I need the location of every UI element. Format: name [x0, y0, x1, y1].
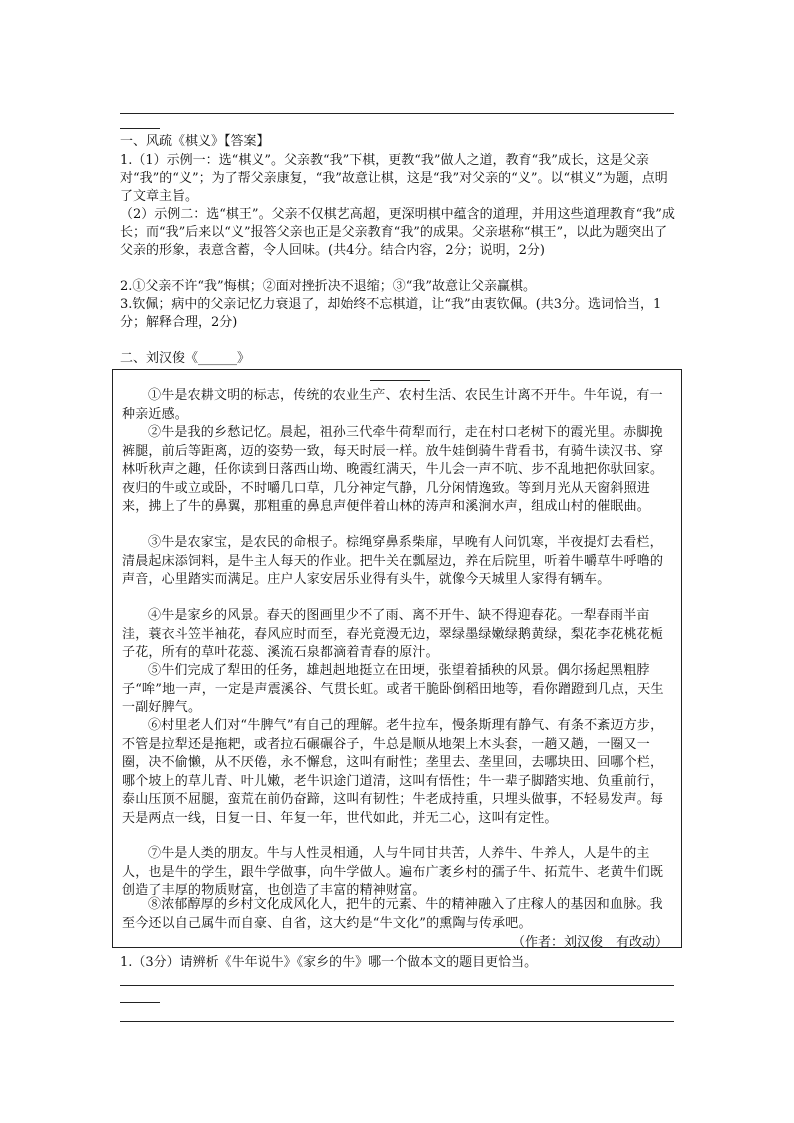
answer-1-2: （2）示例二：选“棋王”。父亲不仅棋艺高超，更深明棋中蕴含的道理，并用这些道理教育“我”成长；而“我”后来以“义”报答父亲也正是父亲教育“我”的成果。父亲堪称“棋王”，以此为题突出了父亲的形象，表意含蓄，令人回味。(共4分。结合内容，2分；说明，2分) [120, 207, 675, 258]
question-1: 1.（3分）请辨析《牛年说牛》《家乡的牛》哪一个做本文的题目更恰当。 [120, 955, 538, 970]
title-blank-line [370, 380, 430, 381]
passage-paragraph-5: ⑤牛们完成了犁田的任务，雄赳赳地挺立在田埂，张望着插秧的风景。偶尔扬起黑粗脖子“哞”地一声，一定是声震溪谷、气贯长虹。或者干脆卧倒稻田地等，看你蹭蹬到几点，天生一副好脾气。 [122, 663, 664, 715]
answer-blank-line [120, 128, 160, 129]
top-rule [120, 113, 674, 114]
passage-paragraph-7: ⑦牛是人类的朋友。牛与人性灵相通，人与牛同甘共苦，人养牛、牛养人，人是牛的主人，也是牛的学生，跟牛学做事，向牛学做人。遍布广袤乡村的孺子牛、拓荒牛、老黄牛们既创造了丰厚的物质财富，也创造了丰富的精神财富。 [122, 846, 664, 898]
answer-2: 2.①父亲不许“我”悔棋；②面对挫折决不退缩；③“我”故意让父亲赢棋。 [120, 279, 536, 294]
passage-paragraph-4: ④牛是家乡的风景。春天的图画里少不了雨、离不开牛、缺不得迎春花。一犁春雨半亩洼，蓑衣斗笠半袖花，春风应时而至，春光竟漫无边，翠绿墨绿嫩绿鹅黄绿，梨花李花桃花栀子花，所有的草叶花蕊、溪流石泉都滴着青春的原汁。 [122, 608, 664, 660]
passage-paragraph-2: ②牛是我的乡愁记忆。晨起，祖孙三代牵牛荷犁而行，走在村口老树下的霞光里。赤脚挽裤腿，前后等距离，迈的姿势一致，每天时辰一样。放牛娃倒骑牛背看书，有骑牛读汉书、穿林听秋声之趣，任你读到日落西山坳、晚霞红满天，牛儿会一声不吭、步不乱地把你驮回家。夜归的牛或立或卧，不时嚼几口草，几分神定气静，几分闲情逸致。等到月光从天窗斜照进来，拂上了牛的鼻翼，那粗重的鼻息声便伴着山林的涛声和溪涧水声，组成山村的催眠曲。 [122, 425, 664, 514]
passage-paragraph-3: ③牛是农家宝，是农民的命根子。棕绳穿鼻系柴扉，早晚有人问饥寒，半夜提灯去看栏，清晨起床添饲料，是牛主人每天的作业。把牛关在瓢屋边，养在后院里，听着牛嚼草牛呼噜的声音，心里踏实而满足。庄户人家安居乐业得有头牛，就像今天城里人家得有辆车。 [122, 535, 664, 587]
passage-paragraph-1: ①牛是农耕文明的标志，传统的农业生产、农村生活、农民生计离不开牛。牛年说，有一种亲近感。 [122, 388, 663, 422]
section1-heading: 一、风疏《棋义》【答案】 [120, 134, 270, 149]
answer-line-short [120, 1002, 160, 1003]
section2-heading: 二、刘汉俊《______》 [120, 351, 251, 366]
passage-paragraph-8: ⑧浓郁醇厚的乡村文化成风化人，把牛的元素、牛的精神融入了庄稼人的基因和血脉。我至今还以自己属牛而自豪、自省，这大约是“牛文化”的熏陶与传承吧。 [122, 897, 663, 931]
author-credit: （作者：刘汉俊 有改动） [511, 935, 668, 950]
passage-paragraph-6: ⑥村里老人们对“牛脾气”有自己的理解。老牛拉车，慢条斯理有静气、有条不紊迈方步，不管是拉犁还是拖耙，或者拉石碾碾谷子，牛总是顺从地架上木头套，一趟又趟，一圈又一圈，决不偷懒，从不厌倦，永不懈怠，这叫有耐性；垄里去、垄里回，去哪块田、回哪个栏，哪个坡上的草儿青、叶儿嫩，老牛识途门道清，这叫有悟性；牛一辈子脚踏实地、负重前行，泰山压顶不屈腿，蛮荒在前仍奋蹄，这叫有韧性；牛老成持重，只埋头做事，不轻易发声。每天是两点一线，日复一日、年复一年，世代如此，并无二心，这叫有定性。 [122, 718, 664, 826]
answer-line-2 [120, 1021, 674, 1022]
answer-3: 3.钦佩；病中的父亲记忆力衰退了，却始终不忘棋道，让“我”由衷钦佩。(共3分。选词恰当，1分；解释合理，2分) [120, 297, 662, 330]
answer-line-1 [120, 985, 674, 986]
answer-1-1: 1.（1）示例一：选“棋义”。父亲教“我”下棋，更教“我”做人之道，教育“我”成长，这是父亲对“我”的“义”；为了帮父亲康复，“我”故意让棋，这是“我”对父亲的“义”。以“棋义”为题，点明了文章主旨。 [120, 153, 668, 204]
